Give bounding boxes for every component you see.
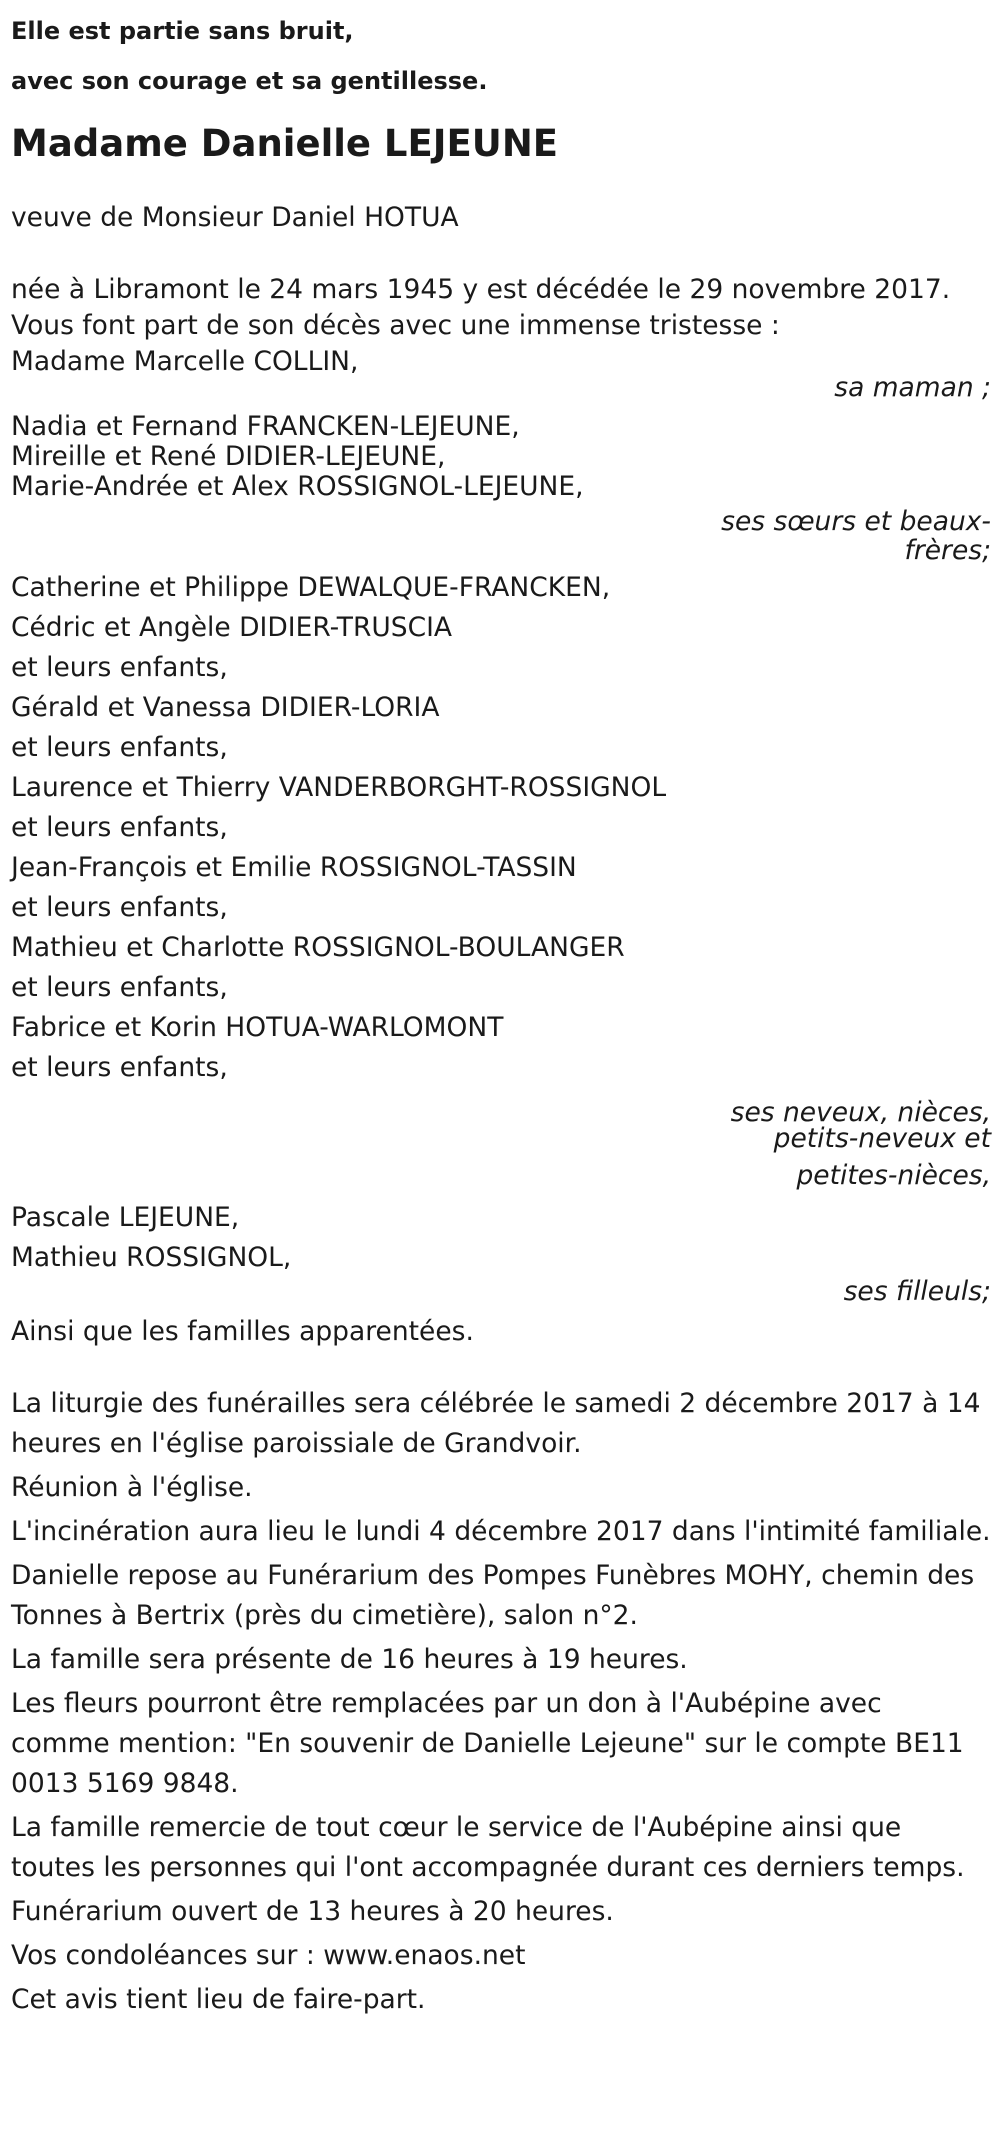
info-paragraph — [11, 1556, 996, 1636]
family-name: Madame Marcelle COLLIN, — [11, 346, 359, 377]
family-name: Pascale LEJEUNE, — [11, 1202, 240, 1233]
family-name: Fabrice et Korin HOTUA-WARLOMONT — [11, 1012, 504, 1043]
family-name: et leurs enfants, — [11, 1052, 228, 1083]
info-line: comme mention: "En souvenir de Danielle Lejeune" sur le compte BE11 — [11, 1728, 964, 1759]
family-name: Mireille et René DIDIER-LEJEUNE, — [11, 441, 446, 472]
family-name: Cédric et Angèle DIDIER-TRUSCIA — [11, 612, 453, 643]
info-line: toutes les personnes qui l'ont accompagnée durant ces derniers temps. — [11, 1852, 965, 1883]
intro-line: Elle est partie sans bruit, — [11, 17, 354, 45]
info-line: Danielle repose au Funérarium des Pompes Funèbres MOHY, chemin des — [11, 1560, 975, 1591]
info-paragraph — [11, 1808, 996, 1888]
info-line: La famille remercie de tout cœur le service de l'Aubépine ainsi que — [11, 1812, 902, 1843]
family-group-godchildren — [11, 1198, 996, 1312]
widow-line: veuve de Monsieur Daniel HOTUA — [11, 202, 459, 233]
family-name: et leurs enfants, — [11, 652, 228, 683]
family-name: et leurs enfants, — [11, 732, 228, 763]
relation-label: petites-nièces, — [796, 1160, 991, 1191]
info-paragraph — [11, 1640, 996, 1680]
info-paragraph — [11, 1684, 996, 1804]
practical-info — [11, 1384, 996, 2020]
family-name: Nadia et Fernand FRANCKEN-LEJEUNE, — [11, 411, 520, 442]
family-group-siblings — [11, 412, 996, 566]
info-paragraph — [11, 1980, 996, 2020]
family-name: Mathieu ROSSIGNOL, — [11, 1242, 292, 1273]
family-name: et leurs enfants, — [11, 812, 228, 843]
info-line: Vos condoléances sur : www.enaos.net — [11, 1940, 526, 1971]
deceased-name: Madame Danielle LEJEUNE — [11, 122, 559, 165]
relation-label: ses filleuls; — [843, 1276, 991, 1307]
info-line: L'incinération aura lieu le lundi 4 décembre 2017 dans l'intimité familiale. — [11, 1516, 991, 1547]
info-line: Cet avis tient lieu de faire-part. — [11, 1984, 426, 2015]
family-group-mother — [11, 342, 996, 408]
relation-label: sa maman ; — [834, 372, 991, 403]
relation-label: ses neveux, nièces, — [730, 1097, 991, 1128]
intro-quote — [11, 6, 996, 106]
family-name: Jean-François et Emilie ROSSIGNOL-TASSIN — [11, 852, 577, 883]
birth-death-line: née à Libramont le 24 mars 1945 y est décédée le 29 novembre 2017. — [11, 274, 951, 305]
info-line: La famille sera présente de 16 heures à 19 heures. — [11, 1644, 688, 1675]
relation-label: ses sœurs et beaux- — [721, 506, 991, 537]
family-name: et leurs enfants, — [11, 972, 228, 1003]
family-name: et leurs enfants, — [11, 892, 228, 923]
info-line: Tonnes à Bertrix (près du cimetière), salon n°2. — [11, 1600, 638, 1631]
family-group-nephews — [11, 568, 996, 1196]
info-paragraph — [11, 1512, 996, 1552]
announce-line: Vous font part de son décès avec une immense tristesse : — [11, 310, 780, 341]
family-name: Catherine et Philippe DEWALQUE-FRANCKEN, — [11, 572, 611, 603]
info-line: Funérarium ouvert de 13 heures à 20 heures. — [11, 1896, 614, 1927]
info-line: heures en l'église paroissiale de Grandvoir. — [11, 1428, 582, 1459]
info-line: 0013 5169 9848. — [11, 1768, 239, 1799]
info-line: La liturgie des funérailles sera célébrée le samedi 2 décembre 2017 à 14 — [11, 1388, 981, 1419]
family-name: Mathieu et Charlotte ROSSIGNOL-BOULANGER — [11, 932, 625, 963]
info-line: Réunion à l'église. — [11, 1472, 253, 1503]
obituary-notice — [11, 6, 996, 2020]
info-line: Les fleurs pourront être remplacées par un don à l'Aubépine avec — [11, 1688, 882, 1719]
family-name: Marie-Andrée et Alex ROSSIGNOL-LEJEUNE, — [11, 471, 584, 502]
info-paragraph — [11, 1936, 996, 1976]
family-name: Laurence et Thierry VANDERBORGHT-ROSSIGNOL — [11, 772, 667, 803]
related-families-line: Ainsi que les familles apparentées. — [11, 1316, 474, 1347]
info-paragraph — [11, 1468, 996, 1508]
relation-label: petits-neveux et — [773, 1123, 991, 1154]
relation-label: frères; — [904, 535, 991, 566]
info-paragraph — [11, 1892, 996, 1932]
family-name: Gérald et Vanessa DIDIER-LORIA — [11, 692, 440, 723]
info-paragraph — [11, 1384, 996, 1464]
intro-line: avec son courage et sa gentillesse. — [11, 67, 488, 95]
